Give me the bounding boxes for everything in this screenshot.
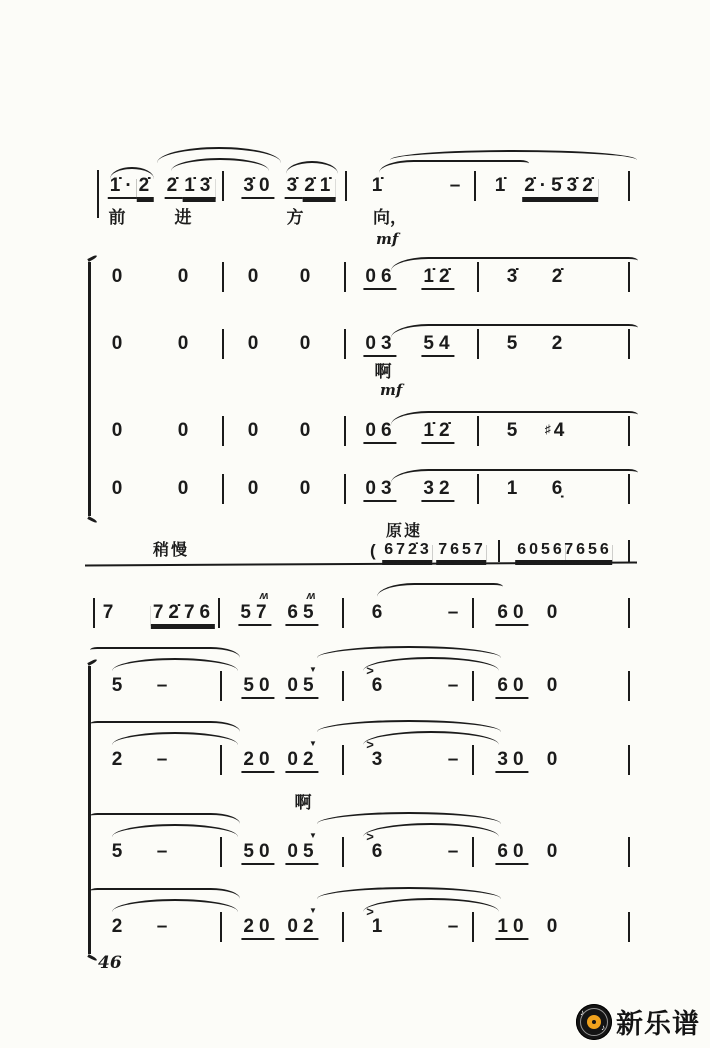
note: 03: [363, 334, 396, 357]
page-number: 46: [98, 953, 122, 973]
note: 3̇0: [241, 176, 274, 199]
tempo-slower: 稍慢: [153, 540, 190, 559]
rest: 0: [177, 333, 189, 354]
open-paren: (: [370, 541, 376, 560]
barline: [628, 416, 630, 446]
dash: –: [447, 841, 459, 862]
phrase-slur: [90, 647, 240, 658]
note-group: [495, 750, 528, 773]
rest: 0: [546, 841, 558, 862]
lyric: 前: [108, 208, 126, 228]
note: 10: [495, 917, 528, 940]
note-group: [363, 479, 396, 502]
barline: [97, 170, 99, 218]
note: 4: [553, 420, 570, 441]
barline: [342, 671, 344, 701]
phrase-slur: [390, 150, 637, 160]
note: 57: [238, 603, 271, 626]
lyric: 向，: [373, 208, 407, 228]
tie-slur: [363, 731, 499, 745]
note-group: [285, 176, 336, 199]
note: 7657: [436, 542, 486, 562]
note-group: [382, 542, 432, 562]
barline: [472, 671, 474, 701]
phrase-line: [85, 562, 637, 567]
marcato-icon: ▼: [309, 739, 317, 748]
rest: 0: [299, 420, 311, 441]
barline: [345, 171, 347, 201]
rest: 0: [177, 478, 189, 499]
barline: [342, 912, 344, 942]
note: 6056: [515, 542, 565, 562]
note: 5: [506, 420, 518, 441]
dash: –: [156, 916, 168, 937]
phrase-slur: [317, 887, 501, 899]
note: 30: [495, 750, 528, 773]
system-bracket: [88, 262, 91, 516]
barline: [222, 329, 224, 359]
phrase-slur: [90, 888, 240, 899]
note-group: [495, 603, 528, 626]
tie-slur: [363, 823, 499, 837]
dash: –: [447, 675, 459, 696]
dash: –: [156, 841, 168, 862]
note: 5: [111, 675, 123, 696]
tie-slur: [379, 160, 529, 173]
sharp-icon: ♯: [544, 421, 551, 436]
marcato-icon: ▼: [309, 665, 317, 674]
music-note-icon: ♪: [580, 1007, 584, 1017]
note-group: [165, 176, 216, 199]
note-group: [495, 676, 528, 699]
note: 06: [363, 267, 396, 290]
barline: [628, 474, 630, 504]
barline: [344, 416, 346, 446]
rest: 0: [546, 675, 558, 696]
note: 1̇2̇: [421, 267, 454, 290]
rest: 0: [111, 420, 123, 441]
barline: [628, 329, 630, 359]
note: 65: [285, 603, 318, 626]
rest: 0: [299, 266, 311, 287]
note: 05: [285, 676, 318, 699]
note: 7656: [562, 542, 612, 562]
phrase-slur: [90, 813, 240, 824]
barline: [93, 598, 95, 628]
record-hole: [592, 1020, 596, 1024]
note-group: [241, 676, 274, 699]
note: 3̇: [285, 176, 303, 199]
rest: 0: [299, 333, 311, 354]
rest: 0: [247, 266, 259, 287]
barline: [628, 837, 630, 867]
note: 6: [371, 841, 383, 862]
barline: [498, 540, 500, 562]
note: 672̇3: [382, 542, 432, 562]
barline: [474, 171, 476, 201]
note: 54: [421, 334, 454, 357]
rest: 0: [546, 602, 558, 623]
note: 72̇76: [151, 603, 215, 626]
note-group: [285, 603, 318, 626]
marcato-icon: ▼: [309, 831, 317, 840]
barline: [628, 171, 630, 201]
note-group: [545, 421, 570, 442]
note: 1̇: [371, 175, 383, 196]
barline: [472, 912, 474, 942]
barline: [472, 745, 474, 775]
lyric: 方: [286, 208, 304, 228]
rest: 0: [177, 266, 189, 287]
note-group: [285, 676, 318, 699]
rest: 0: [546, 749, 558, 770]
rest: 0: [111, 478, 123, 499]
note-group: [363, 421, 396, 444]
marcato-icon: ▼: [309, 906, 317, 915]
note: 2̇1̇: [302, 176, 335, 199]
accent-icon: >: [366, 737, 374, 752]
tie-slur: [112, 899, 238, 912]
note-group: [285, 917, 318, 940]
music-note-icon: ♪: [601, 1022, 605, 1032]
note: 1: [371, 916, 383, 937]
barline: [342, 745, 344, 775]
note: 32: [421, 479, 454, 502]
note: 60: [495, 842, 528, 865]
tie-slur: [363, 657, 499, 671]
accent-icon: >: [366, 829, 374, 844]
note: 20: [241, 750, 274, 773]
barline: [220, 745, 222, 775]
rest: 0: [247, 420, 259, 441]
note: 7: [102, 602, 114, 623]
dash: –: [449, 175, 461, 196]
note-group: [285, 750, 318, 773]
rest: 0: [546, 916, 558, 937]
dash: –: [156, 675, 168, 696]
note: 02: [285, 750, 318, 773]
tie-slur: [286, 161, 338, 174]
brand-name: 新乐谱: [616, 1009, 700, 1040]
note: 20: [241, 917, 274, 940]
barline: [220, 912, 222, 942]
dash: –: [447, 602, 459, 623]
note: 06: [363, 421, 396, 444]
barline: [628, 598, 630, 628]
brand-logo: [576, 1002, 700, 1041]
note: 60: [495, 603, 528, 626]
dash: –: [156, 749, 168, 770]
note: 50: [241, 842, 274, 865]
note-group: [241, 750, 274, 773]
barline: [222, 474, 224, 504]
note: 6̣: [551, 478, 563, 499]
note: 6: [371, 675, 383, 696]
note-group: [108, 176, 154, 199]
rest: 0: [247, 333, 259, 354]
barline: [342, 598, 344, 628]
barline: [628, 912, 630, 942]
tie-slur: [112, 732, 238, 745]
barline: [477, 329, 479, 359]
accent-icon: >: [366, 904, 374, 919]
note-group: [241, 842, 274, 865]
note-group: [515, 542, 565, 562]
barline: [477, 416, 479, 446]
note: 05: [285, 842, 318, 865]
tie-slur: [112, 658, 238, 671]
note: 2: [551, 333, 563, 354]
note: 6: [371, 602, 383, 623]
note: 1̇2̇: [421, 421, 454, 444]
phrase-slur: [317, 812, 501, 824]
note-group: [495, 842, 528, 865]
note: 5: [111, 841, 123, 862]
note-group: [522, 176, 598, 199]
note-group: [238, 603, 271, 626]
note-group: [421, 479, 454, 502]
barline: [628, 671, 630, 701]
note-group: [421, 267, 454, 290]
lyric: 啊: [374, 362, 392, 382]
barline: [218, 598, 220, 628]
accent-icon: >: [366, 663, 374, 678]
barline: [222, 416, 224, 446]
tie-slur: [112, 824, 238, 837]
rest: 0: [299, 478, 311, 499]
mordent-icon: ʍ: [259, 590, 269, 602]
barline: [628, 262, 630, 292]
mordent-icon: ʍ: [306, 590, 316, 602]
note-group: [421, 334, 454, 357]
barline: [222, 171, 224, 201]
note-group: [436, 542, 486, 562]
note: 1̇3̇: [182, 176, 215, 199]
barline: [477, 262, 479, 292]
note: 60: [495, 676, 528, 699]
dash: –: [447, 916, 459, 937]
vinyl-record-icon: [576, 1004, 612, 1040]
barline: [472, 598, 474, 628]
note-group: [363, 334, 396, 357]
rest: 0: [177, 420, 189, 441]
note: 1̇·: [108, 176, 137, 199]
note: 2̇: [551, 266, 563, 287]
note: 50: [241, 676, 274, 699]
phrase-slur: [317, 720, 501, 732]
note-group: [363, 267, 396, 290]
note: 03: [363, 479, 396, 502]
barline: [344, 474, 346, 504]
note-group: [562, 542, 612, 562]
lyric: 进: [174, 208, 192, 228]
barline: [472, 837, 474, 867]
note: 2: [111, 916, 123, 937]
note-group: [285, 842, 318, 865]
rest: 0: [247, 478, 259, 499]
system-bracket: [88, 666, 91, 954]
note-group: [241, 917, 274, 940]
note: 2̇·5̇3̇2̇: [522, 176, 598, 199]
phrase-slur: [317, 646, 501, 658]
dynamic-mf: mf: [380, 381, 403, 399]
barline: [342, 837, 344, 867]
note: 2̇: [165, 176, 183, 199]
note: 3: [371, 749, 383, 770]
note-group: [495, 917, 528, 940]
barline: [344, 262, 346, 292]
tempo-original: 原速: [386, 521, 423, 540]
note-group: [421, 421, 454, 444]
barline: [628, 745, 630, 775]
phrase-slur: [90, 721, 240, 732]
barline: [344, 329, 346, 359]
note-group: [151, 603, 215, 626]
barline: [222, 262, 224, 292]
note: 3̇: [506, 266, 518, 287]
barline: [477, 474, 479, 504]
note: 2: [111, 749, 123, 770]
note: 1̇: [494, 175, 506, 196]
note: 2̇: [137, 176, 155, 199]
tie-slur: [377, 583, 503, 597]
tie-slur: [363, 898, 499, 912]
lyric: 啊: [294, 793, 312, 813]
barline: [628, 540, 630, 562]
note: 02: [285, 917, 318, 940]
note: 5: [506, 333, 518, 354]
barline: [220, 837, 222, 867]
dynamic-mf: mf: [376, 230, 399, 248]
note: 1: [506, 478, 518, 499]
rest: 0: [111, 266, 123, 287]
barline: [220, 671, 222, 701]
note-group: [241, 176, 274, 199]
dash: –: [447, 749, 459, 770]
rest: 0: [111, 333, 123, 354]
